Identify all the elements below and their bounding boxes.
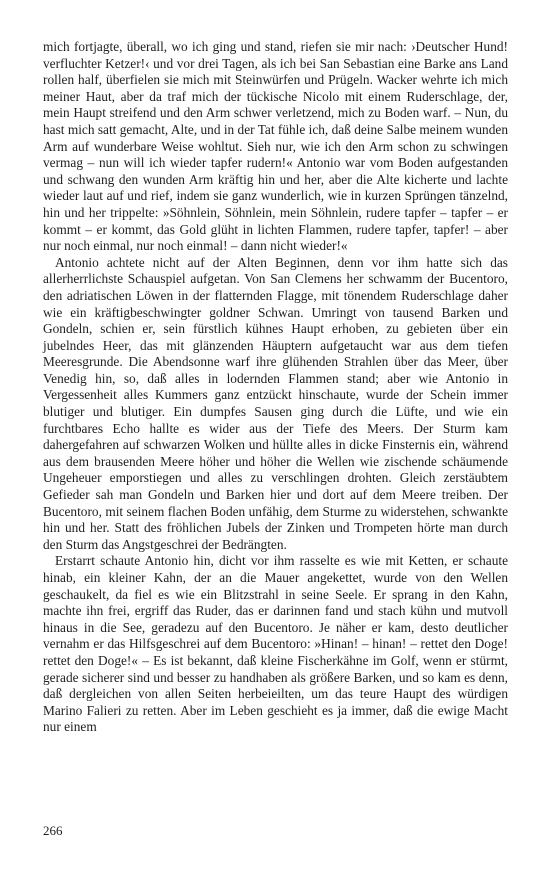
paragraph-1: mich fortjagte, überall, wo ich ging und stand, riefen sie mir nach: ›Deutscher Hund! verfluchter Ketzer!‹ und vor drei Tagen, als ich bei San Sebastian eine Barke ans Land rollen half, überfielen sie mich mit Steinwürfen und Prügeln. Wacker wehrte ich mich meiner Haut, aber da traf mich der tückische Nicolo mit einem Ruderschlage, der, mein Haupt streifend und den Arm schwer verletzend, mich zu Boden warf. – Nun, du hast mich satt gemacht, Alte, und in der Tat fühle ich, daß deine Salbe meinem wunden Arm auf wunderbare Weise wohltut. Sieh nur, wie ich den Arm schon zu schwingen vermag – nun will ich wieder tapfer rudern!« Antonio war vom Boden aufgestanden und schwang den wunden Arm kräftig hin und her, aber die Alte kicherte und lachte wieder laut auf und rief, indem sie ganz wunderlich, wie in kurzen Sprüngen tänzelnd, hin und her trippelte: »Söhnlein, Söhnlein, mein Söhnlein, rudere tapfer – tapfer – er kommt – er kommt, das Gold glüht in lichten Flammen, rudere tapfer, tapfer! – aber nur noch einmal, nur noch einmal! – dann nicht wieder!« xyxy=(43,39,508,254)
page-number: 266 xyxy=(43,823,63,838)
paragraph-3: Erstarrt schaute Antonio hin, dicht vor ihm rasselte es wie mit Ketten, er schaute hinab, ein kleiner Kahn, der an die Mauer angekettet, wurde von den Wellen geschaukelt, da fiel es wie ein Blitzstrahl in seine Seele. Er sprang in den Kahn, machte ihn frei, ergriff das Ruder, das er darinnen fand und stach kühn und mutvoll hinaus in die See, geradezu auf den Bucentoro. Je näher er kam, desto deutlicher vernahm er das Hilfsgeschrei auf dem Bucentoro: »Hinan! – hinan! – rettet den Doge! rettet den Doge!« – Es ist bekannt, daß kleine Fischerkähne im Golf, wenn er stürmt, gerade sicherer sind und besser zu handhaben als größere Barken, und so kam es denn, daß dergleichen von allen Seiten herbeieilten, um das teure Haupt des würdigen Marino Falieri zu retten. Aber im Leben geschieht es ja immer, daß die ewige Macht nur einem xyxy=(43,553,508,735)
page-body xyxy=(43,39,508,736)
paragraph-2: Antonio achtete nicht auf der Alten Beginnen, denn vor ihm hatte sich das allerherrlichste Schauspiel aufgetan. Von San Clemens her schwamm der Bucentoro, den adriatischen Löwen in der flatternden Flagge, mit tönendem Ruderschlage daher wie ein kräftigbeschwingter goldner Schwan. Umringt von tausend Barken und Gondeln, schien er, sein fürstlich kühnes Haupt erhoben, zu gebieten über ein jubelndes Heer, das mit glänzenden Häuptern aufgetaucht war aus dem tiefen Meeresgrunde. Die Abendsonne warf ihre glühenden Strahlen über das Meer, über Venedig hin, so, daß alles in lodernden Flammen stand; aber wie Antonio in Vergessenheit alles Kummers ganz entzückt hinschaute, wurde der Schein immer blutiger und blutiger. Ein dumpfes Sausen ging durch die Lüfte, und wie ein furchtbares Echo hallte es wider aus der Tiefe des Meers. Der Sturm kam dahergefahren auf schwarzen Wolken und hüllte alles in dicke Finsternis ein, während aus dem brausenden Meere höher und höher die Wellen wie zischende schäumende Ungeheuer emporstiegen und alles zu verschlingen drohten. Gleich zerstäubtem Gefieder sah man Gondeln und Barken hier und dort auf dem Meere treiben. Der Bucentoro, mit seinem flachen Boden unfähig, dem Sturme zu widerstehen, schwankte hin und her. Statt des fröhlichen Jubels der Zinken und Trompeten hörte man durch den Sturm das Angstgeschrei der Bedrängten. xyxy=(43,254,508,552)
